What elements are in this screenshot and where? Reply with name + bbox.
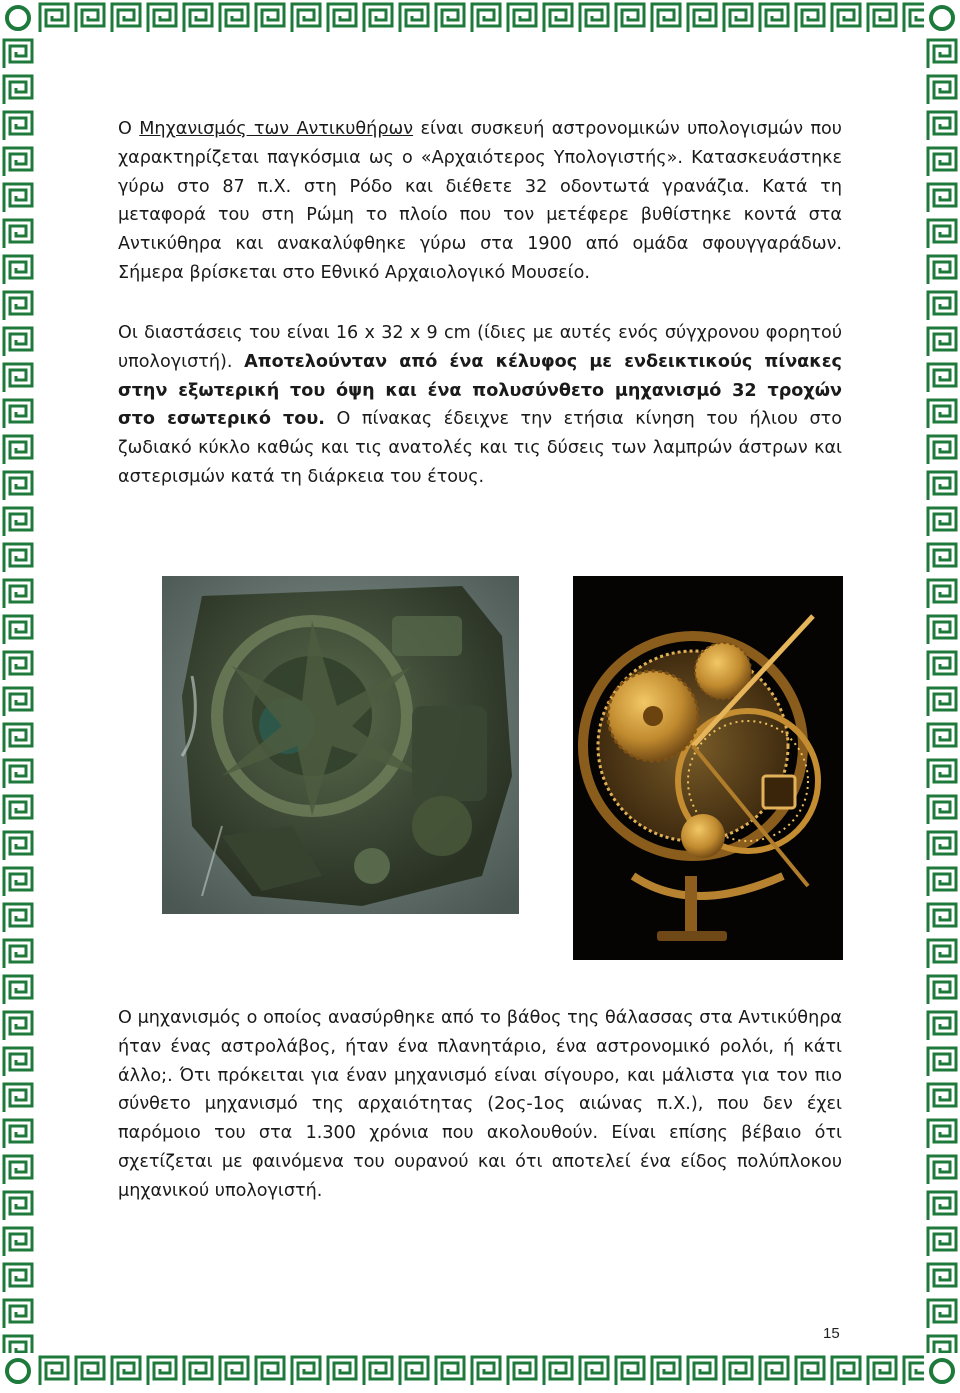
corner-ornament-bottom-left [0,1353,36,1389]
paragraph-intro-prefix: Ο [118,119,140,139]
meander-border-top [0,0,960,36]
meander-border-left [0,0,36,1389]
paragraph-dimensions-text: Ο πίνακας έδειχνε την ετήσια κίνηση του ήλιου στο ζωδιακό κύκλο καθώς και τις ανατολές και τις δύσεις των λαμπρών άστρων και αστερισμών κατά τη διάρκεια του έτους. [118,409,842,487]
antikythera-mechanism-link[interactable]: Μηχανισμός των Αντικυθήρων [139,119,414,139]
paragraph-intro-text: είναι συσκευή αστρονομικών υπολογισμών που χαρακτηρίζεται παγκόσμια ως ο «Αρχαιότερος Υπολογιστής». Κατασκευάστηκε γύρω στο 87 π.Χ. στη Ρόδο και διέθετε 32 οδοντωτά γρανάζια. Κατά τη μεταφορά του στη Ρώμη το πλοίο που τον μετέφερε βυθίστηκε κοντά στα Αντικύθηρα και ανακαλύφθηκε γύρω στα 1900 από ομάδα σφουγγαράδων. Σήμερα βρίσκεται στο Εθνικό Αρχαιολογικό Μουσείο. [118,119,842,283]
mechanism-fragment-photo [162,576,519,914]
mechanism-replica-photo [573,576,843,960]
paragraph-dimensions-intro: Οι διαστάσεις του είναι 16 x 32 x 9 cm (ίδιες με αυτές ενός σύγχρονου φορητού υπολογιστή). [118,323,842,372]
corner-ornament-bottom-right [924,1353,960,1389]
page-number: 15 [823,1325,840,1342]
paragraph-dimensions-bold: Αποτελούνταν από ένα κέλυφος με ενδεικτικούς πίνακες στην εξωτερική του όψη και ένα πολυσύνθετο μηχανισμό 32 τροχών στο εσωτερικό του. [118,351,842,430]
paragraph-discussion: Ο μηχανισμός ο οποίος ανασύρθηκε από το βάθος της θάλασσας στα Αντικύθηρα ήταν ένας αστρολάβος, ήταν ένα πλανητάριο, ένα αστρονομικό ρολόι, ή κάτι άλλο;. Ότι πρόκειται για έναν μηχανισμό είναι σίγουρο, και μάλιστα για τον πιο σύνθετο μηχανισμό της αρχαιότητας (2ος-1ος αιώνας π.Χ.), που δεν έχει παρόμοιο του στα 1.300 χρόνια που ακολουθούν. Είναι επίσης βέβαιο ότι σχετίζεται με φαινόμενα του ουρανού και ότι αποτελεί ένα είδος πολύπλοκου μηχανικού υπολογιστή. [118,1008,842,1201]
corner-ornament-top-left [0,0,36,36]
paragraph-intro [118,115,842,288]
meander-border-bottom [0,1353,960,1389]
paragraph-dimensions [118,319,842,492]
corner-ornament-top-right [924,0,960,36]
meander-border-right [924,0,960,1389]
